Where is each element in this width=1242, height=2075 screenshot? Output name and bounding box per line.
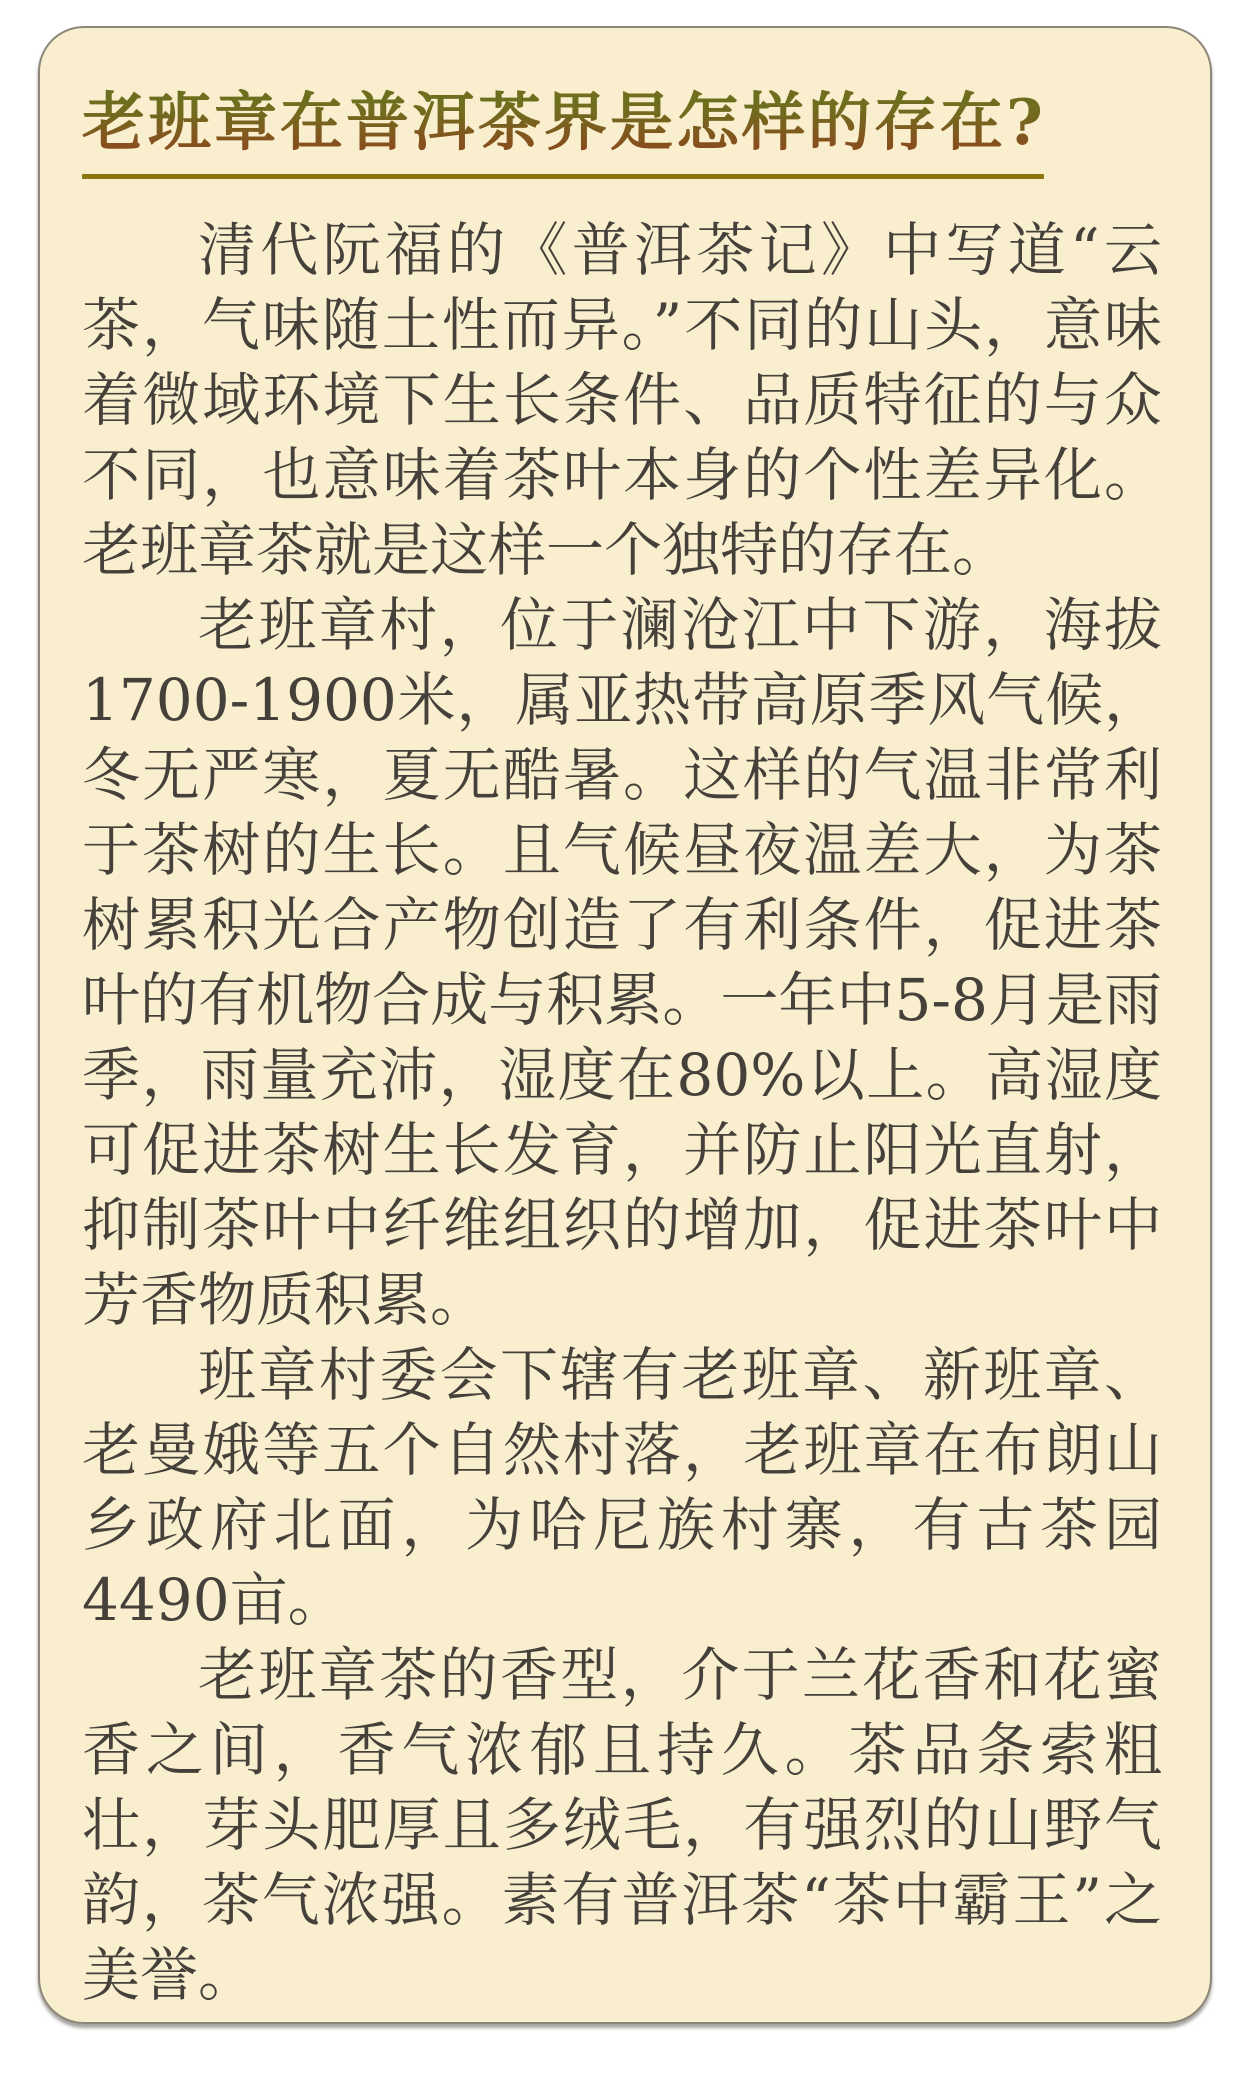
page-title: 老班章在普洱茶界是怎样的存在? bbox=[82, 86, 1160, 158]
article-body bbox=[82, 213, 1162, 2013]
paragraph-1: 清代阮福的《普洱茶记》中写道“云茶，气味随土性而异。”不同的山头，意味着微域环境下生长条件、品质特征的与众不同，也意味着茶叶本身的个性差异化。老班章茶就是这样一个独特的存在。 bbox=[82, 216, 1162, 585]
paragraph-3: 班章村委会下辖有老班章、新班章、老曼娥等五个自然村落，老班章在布朗山乡政府北面，为哈尼族村寨，有古茶园4490亩。 bbox=[82, 1341, 1162, 1635]
paragraph-2: 老班章村，位于澜沧江中下游，海拔1700-1900米，属亚热带高原季风气候，冬无严寒，夏无酷暑。这样的气温非常利于茶树的生长。且气候昼夜温差大，为茶树累积光合产物创造了有利条件，促进茶叶的有机物合成与积累。一年中5-8月是雨季，雨量充沛，湿度在80%以上。高湿度可促进茶树生长发育，并防止阳光直射，抑制茶叶中纤维组织的增加，促进茶叶中芳香物质积累。 bbox=[82, 591, 1162, 1335]
paragraph-4: 老班章茶的香型，介于兰花香和花蜜香之间，香气浓郁且持久。茶品条索粗壮，芽头肥厚且多绒毛，有强烈的山野气韵，茶气浓强。素有普洱茶“茶中霸王”之美誉。 bbox=[82, 1641, 1162, 2010]
article-card bbox=[38, 26, 1212, 2024]
title-underline bbox=[82, 174, 1044, 179]
